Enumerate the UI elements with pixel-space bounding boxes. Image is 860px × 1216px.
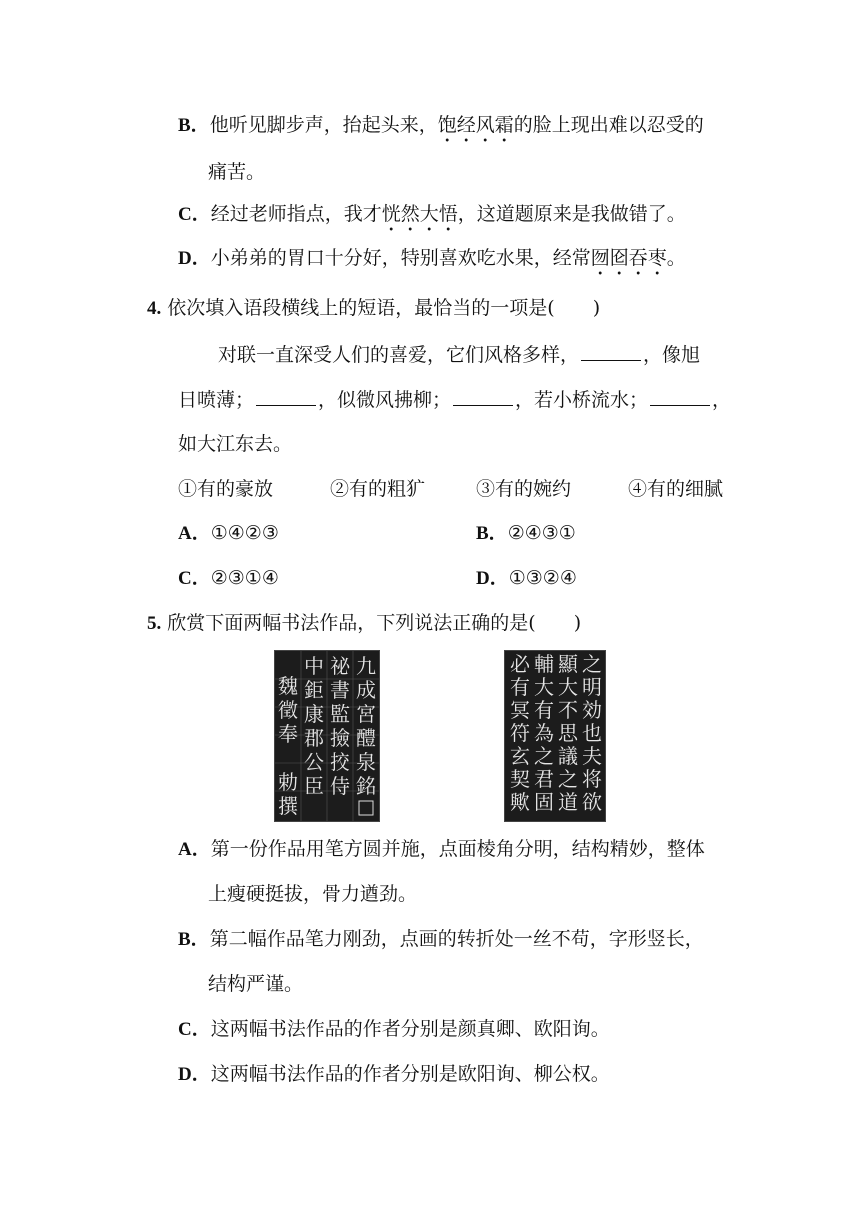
calligraphy-character: 歟 — [510, 790, 530, 814]
emphasized-idiom: 囫囵吞枣 — [590, 247, 667, 269]
paragraph-text: ， — [712, 389, 732, 411]
option-letter: A． — [178, 839, 211, 860]
calligraphy-character: 之 — [534, 744, 554, 768]
seal-stamp — [359, 801, 373, 815]
calligraphy-character: 之 — [582, 652, 602, 676]
paragraph-text: ，似微风拂柳； — [318, 389, 452, 411]
q4-option-a — [178, 521, 279, 546]
calligraphy-character: 道 — [558, 790, 578, 814]
q5-stem — [147, 611, 581, 636]
calligraphy-character: 撰 — [278, 794, 298, 818]
q3-option-c — [178, 202, 686, 236]
calligraphy-character: 為 — [534, 721, 554, 745]
q5-option-b-continued: 结构严谨。 — [208, 973, 304, 995]
calligraphy-character: 泉 — [356, 750, 376, 774]
q4-item-1: ①有的豪放 — [178, 478, 274, 500]
calligraphy-character: 鉅 — [304, 678, 324, 702]
calligraphy-character: 君 — [534, 767, 554, 791]
option-text: 。 — [666, 247, 686, 269]
calligraphy-character: 書 — [330, 678, 350, 702]
option-letter: B． — [178, 115, 210, 136]
calligraphy-character: 大 — [534, 675, 554, 699]
calligraphy-character: 中 — [304, 654, 324, 678]
option-text: 这两幅书法作品的作者分别是欧阳询、柳公权。 — [210, 1063, 610, 1085]
calligraphy-character: 銘 — [356, 774, 376, 798]
calligraphy-character: 魏 — [278, 674, 298, 698]
option-letter: C． — [178, 568, 211, 589]
option-letter: D． — [476, 568, 509, 589]
calligraphy-character: 勅 — [278, 770, 298, 794]
calligraphy-character: 大 — [558, 675, 578, 699]
paragraph-text: 对联一直深受人们的喜爱，它们风格多样， — [218, 344, 580, 366]
q3-option-b-continued: 痛苦。 — [208, 161, 266, 183]
option-text: 第二幅作品笔力刚劲，点画的转折处一丝不苟，字形竖长， — [209, 928, 704, 950]
q5-option-a-continued: 上瘦硬挺拔，骨力遒劲。 — [208, 883, 418, 905]
calligraphy-character: 効 — [582, 698, 602, 722]
calligraphy-character: 公 — [304, 750, 324, 774]
calligraphy-character: 挍 — [330, 750, 350, 774]
q4-item-3: ③有的婉约 — [476, 478, 572, 500]
question-text: 欣赏下面两幅书法作品，下列说法正确的是( ) — [167, 612, 582, 634]
calligraphy-character: 契 — [510, 767, 530, 791]
calligraphy-character: 醴 — [356, 726, 376, 750]
calligraphy-character: 郡 — [304, 726, 324, 750]
calligraphy-character: 議 — [558, 744, 578, 768]
calligraphy-character: 固 — [534, 790, 554, 814]
calligraphy-character: 冥 — [510, 698, 530, 722]
calligraphy-character: 将 — [582, 767, 602, 791]
calligraphy-character: 臣 — [304, 774, 324, 798]
calligraphy-character: 徵 — [278, 698, 298, 722]
paragraph-text: 日喷薄； — [178, 389, 255, 411]
calligraphy-image-2 — [504, 650, 606, 822]
q4-item-2: ②有的粗犷 — [330, 478, 426, 500]
option-text: 他听见脚步声，抬起头来， — [209, 114, 438, 136]
fill-blank — [581, 342, 641, 361]
option-letter: B． — [476, 523, 508, 544]
calligraphy-character: 明 — [582, 675, 602, 699]
q4-option-b — [476, 521, 576, 546]
calligraphy-character: 有 — [510, 675, 530, 699]
q4-option-c — [178, 566, 279, 591]
q4-paragraph-line3: 如大江东去。 — [178, 433, 293, 455]
option-letter: B． — [178, 929, 210, 950]
q4-stem — [147, 296, 600, 321]
q5-option-a — [178, 837, 705, 862]
question-number: 5. — [147, 613, 162, 634]
calligraphy-character: 監 — [330, 702, 350, 726]
calligraphy-character: 成 — [356, 678, 376, 702]
option-letter: A． — [178, 523, 211, 544]
calligraphy-character: 祕 — [330, 654, 350, 678]
q3-option-b — [178, 113, 704, 147]
paragraph-text: ，若小桥流水； — [515, 389, 649, 411]
calligraphy-character: 也 — [582, 721, 602, 745]
calligraphy-character: 夫 — [582, 744, 602, 768]
calligraphy-character: 玄 — [510, 744, 530, 768]
calligraphy-character: 撿 — [330, 726, 350, 750]
calligraphy-image-1 — [274, 650, 380, 822]
calligraphy-character: 符 — [510, 721, 530, 745]
calligraphy-character: 有 — [534, 698, 554, 722]
q3-option-d — [178, 246, 686, 280]
fill-blank — [453, 387, 513, 406]
option-letter: D． — [178, 248, 211, 269]
fill-blank — [256, 387, 316, 406]
calligraphy-character: 欲 — [582, 790, 602, 814]
calligraphy-rubbing-2 — [505, 651, 605, 821]
q5-option-c — [178, 1017, 610, 1042]
q4-option-d — [476, 566, 577, 591]
calligraphy-character: 思 — [558, 721, 578, 745]
option-letter: C． — [178, 204, 211, 225]
option-letter: C． — [178, 1019, 211, 1040]
calligraphy-character: 不 — [558, 698, 578, 722]
q4-item-4: ④有的细腻 — [628, 478, 724, 500]
option-text: ②④③① — [507, 522, 576, 544]
option-text: ②③①④ — [210, 567, 279, 589]
question-number: 4. — [147, 298, 162, 319]
calligraphy-character: 九 — [356, 654, 376, 678]
calligraphy-character: 必 — [510, 652, 530, 676]
calligraphy-character: 之 — [558, 767, 578, 791]
emphasized-idiom: 恍然大悟 — [381, 203, 458, 225]
option-text: ，这道题原来是我做错了。 — [457, 203, 686, 225]
calligraphy-character: 侍 — [330, 774, 350, 798]
option-text: ①④②③ — [210, 522, 279, 544]
fill-blank — [650, 387, 710, 406]
paragraph-text: ，像旭 — [643, 344, 701, 366]
option-letter: D． — [178, 1064, 211, 1085]
option-text: 的脸上现出难以忍受的 — [513, 114, 704, 136]
q4-paragraph-line2 — [178, 387, 731, 412]
emphasized-idiom: 饱经风霜 — [437, 114, 514, 136]
calligraphy-character: 宮 — [356, 702, 376, 726]
option-text: 小弟弟的胃口十分好，特别喜欢吃水果，经常 — [210, 247, 591, 269]
calligraphy-character: 顯 — [558, 652, 578, 676]
q4-paragraph-line1 — [218, 342, 700, 367]
calligraphy-rubbing-1 — [275, 651, 379, 821]
question-text: 依次填入语段横线上的短语，最恰当的一项是( ) — [167, 297, 601, 319]
calligraphy-character: 康 — [304, 702, 324, 726]
q5-option-d — [178, 1062, 610, 1087]
option-text: 经过老师指点，我才 — [210, 203, 382, 225]
q5-option-b — [178, 927, 704, 952]
calligraphy-character: 奉 — [278, 722, 298, 746]
option-text: 第一份作品用笔方圆并施，点面棱角分明，结构精妙，整体 — [210, 838, 705, 860]
calligraphy-character: 輔 — [534, 652, 554, 676]
option-text: ①③②④ — [508, 567, 577, 589]
option-text: 这两幅书法作品的作者分别是颜真卿、欧阳询。 — [210, 1018, 610, 1040]
